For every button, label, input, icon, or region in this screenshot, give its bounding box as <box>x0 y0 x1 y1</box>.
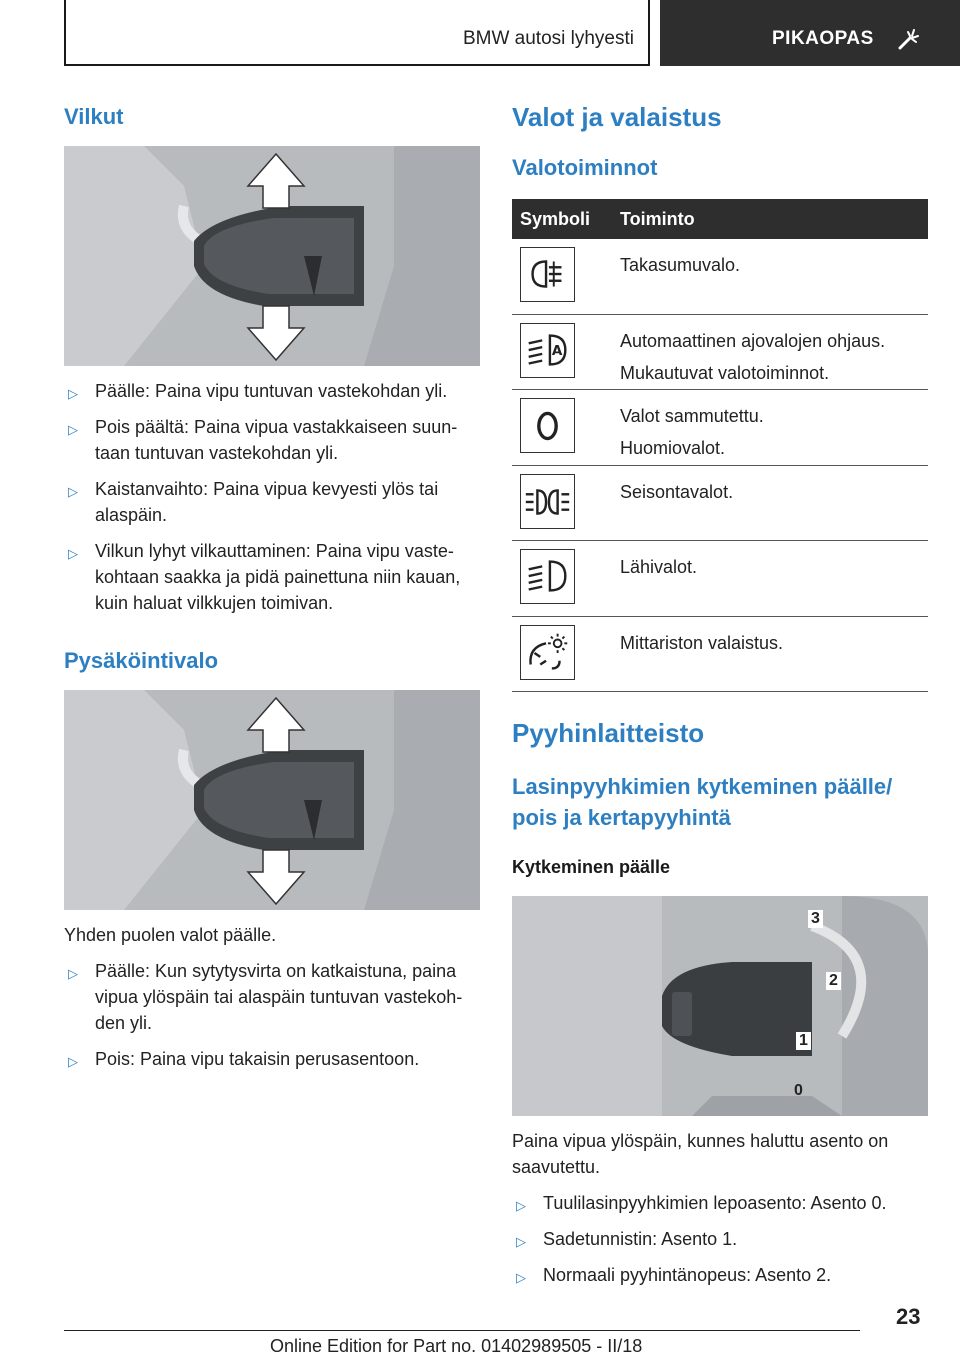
bullet-triangle-icon: ▷ <box>68 546 78 561</box>
turn-signal-lever-photo <box>64 146 480 366</box>
table-row <box>512 390 928 466</box>
footer-divider <box>64 1330 860 1331</box>
list-item: ▷ Vilkun lyhyt vilkauttaminen: Paina vipu vastekohtaan saakka ja pidä painettuna niin kauan, kuin haluat vilkkujen toimivan. <box>68 541 461 613</box>
table-row <box>512 466 928 542</box>
row-text: Valot sammutettu. <box>620 406 764 426</box>
bullet-triangle-icon: ▷ <box>68 484 78 499</box>
instrument-lighting-icon <box>520 625 575 680</box>
row-text: Takasumuvalo. <box>620 255 741 275</box>
list-item: ▷ Pois päältä: Paina vipua vastakkaiseen suuntaan tuntuvan vastekohdan yli. <box>68 417 458 463</box>
header-left-title: BMW autosi lyhyesti <box>462 28 634 49</box>
table-header-symbol: Symboli <box>520 208 591 229</box>
minor-title-kytkeminen: Kytkeminen päälle <box>512 857 671 877</box>
wipers-intro: Paina vipua ylöspäin, kunnes haluttu asento on saavutettu. <box>512 1131 889 1177</box>
left-column <box>64 90 480 1082</box>
list-item: ▷ Pois: Paina vipu takaisin perusasentoon. <box>64 1046 480 1072</box>
table-row <box>512 315 928 391</box>
light-functions-table <box>512 199 928 692</box>
bullet-triangle-icon: ▷ <box>516 1270 526 1285</box>
parking-light-lever-photo <box>64 690 480 910</box>
footer-edition-text: Online Edition for Part no. 01402989505 - II/18 <box>270 1336 643 1356</box>
wipers-bullet-list <box>512 1190 928 1288</box>
bullet-triangle-icon: ▷ <box>68 966 78 981</box>
header-right-title: PIKAOPAS <box>772 28 874 49</box>
low-beam-icon <box>520 549 575 604</box>
rear-fog-light-icon <box>520 247 575 302</box>
parking-light-lever-illustration <box>64 690 480 910</box>
parking-lights-icon <box>520 474 575 529</box>
right-column <box>512 90 928 1298</box>
bullet-triangle-icon: ▷ <box>68 422 78 437</box>
auto-headlight-icon <box>520 323 575 378</box>
row-text: Seisontavalot. <box>620 481 734 502</box>
svg-text:A: A <box>551 342 563 359</box>
header-right-tab <box>660 0 960 66</box>
turn-signal-lever-illustration <box>64 146 480 366</box>
section-title-valot: Valot ja valaistus <box>512 102 722 132</box>
section-title-pyyhinlaitteisto: Pyyhinlaitteisto <box>512 718 705 748</box>
page-number: 23 <box>896 1304 921 1329</box>
list-item: ▷ Päälle: Kun sytytysvirta on katkaistuna, paina vipua ylöspäin tai alaspäin tuntuvan vastekohden yli. <box>68 961 463 1033</box>
bullet-triangle-icon: ▷ <box>516 1198 526 1213</box>
subsection-title-lasinpyyhkimet: Lasinpyyhkimien kytkeminen päälle/ pois ja kertapyyhintä <box>512 774 893 830</box>
wiper-position-2: 2 <box>826 972 841 990</box>
row-text: Mukautuvat valotoiminnot. <box>620 362 830 383</box>
list-item: ▷ Päälle: Paina vipu tuntuvan vastekohdan yli. <box>64 378 480 404</box>
bullet-triangle-icon: ▷ <box>516 1234 526 1249</box>
row-text: Mittariston valaistus. <box>620 632 784 653</box>
list-item: ▷ Tuulilasinpyyhkimien lepoasento: Asento 0. <box>512 1190 928 1216</box>
section-title-vilkut: Vilkut <box>64 104 124 129</box>
wiper-position-0: 0 <box>794 1082 803 1099</box>
subsection-title-valotoiminnot: Valotoiminnot <box>512 155 658 180</box>
section-title-pysakointivalo: Pysäköintivalo <box>64 648 219 673</box>
lights-off-icon <box>520 398 575 453</box>
wiper-lever-illustration <box>512 896 928 1116</box>
table-row <box>512 541 928 617</box>
vilkut-bullet-list <box>64 378 480 616</box>
wiper-position-3: 3 <box>808 910 823 928</box>
pysakointi-bullet-list <box>64 958 480 1072</box>
row-text: Automaattinen ajovalojen ohjaus. <box>620 330 886 351</box>
bullet-triangle-icon: ▷ <box>68 386 78 401</box>
table-row <box>512 617 928 693</box>
list-item: ▷ Kaistanvaihto: Paina vipua kevyesti ylös tai alaspäin. <box>68 479 439 525</box>
list-item: ▷ Normaali pyyhintänopeus: Asento 2. <box>512 1262 928 1288</box>
table-header <box>512 199 928 239</box>
row-text: Huomiovalot. <box>620 438 726 458</box>
wrench-star-icon <box>896 28 920 50</box>
row-text: Lähivalot. <box>620 557 698 577</box>
table-row <box>512 239 928 315</box>
table-header-function: Toiminto <box>620 208 695 229</box>
pysakointi-intro: Yhden puolen valot päälle. <box>64 925 277 945</box>
list-item: ▷ Sadetunnistin: Asento 1. <box>512 1226 928 1252</box>
wiper-position-1: 1 <box>796 1032 811 1050</box>
wiper-lever-photo <box>512 896 928 1116</box>
bullet-triangle-icon: ▷ <box>68 1054 78 1069</box>
header-left-frame <box>64 0 650 66</box>
